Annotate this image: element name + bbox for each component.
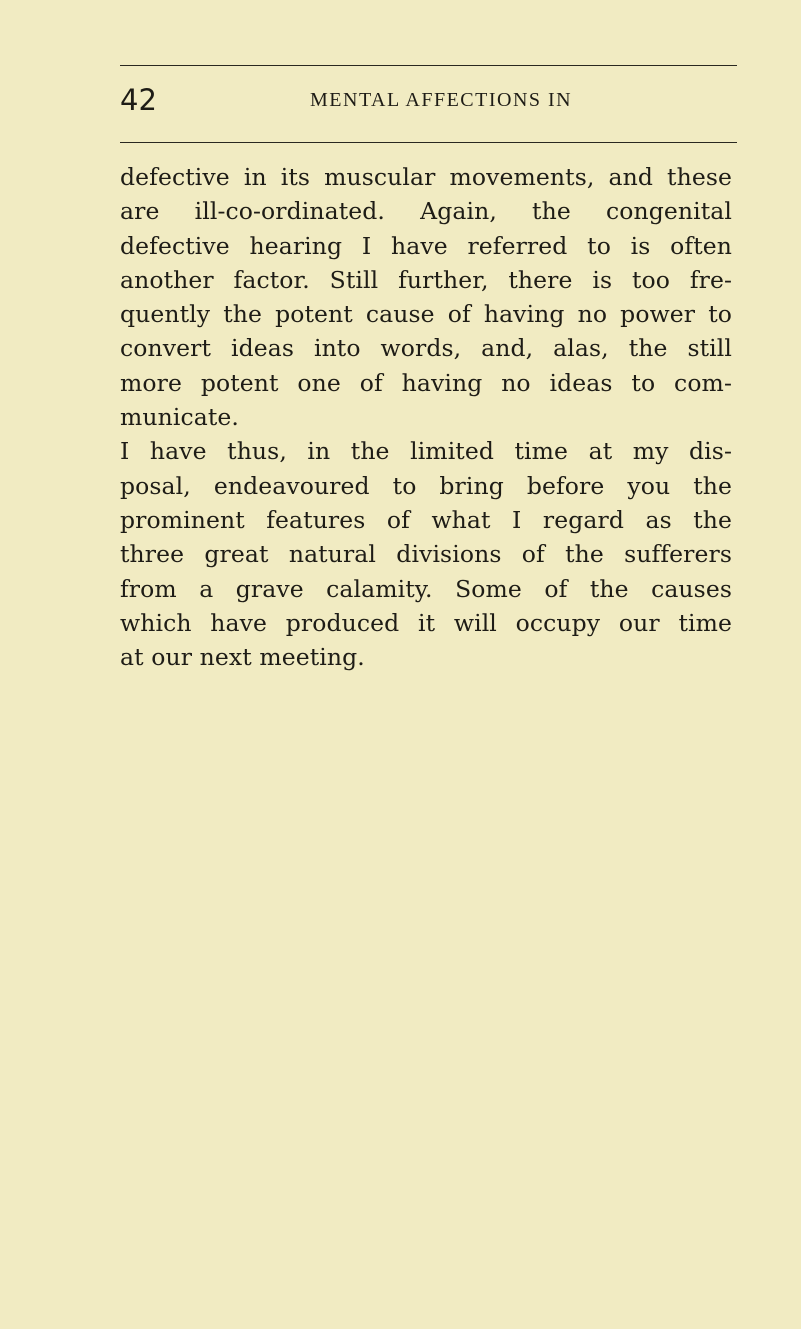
- running-title: MENTAL AFFECTIONS IN: [310, 89, 573, 111]
- text-line: at our next meeting.: [120, 643, 365, 672]
- body-text: [120, 160, 745, 674]
- page-number: 42: [120, 83, 157, 117]
- header-top-rule: [120, 65, 737, 66]
- text-line: three great natural divisions of the sufferers: [120, 540, 732, 569]
- text-line: more potent one of having no ideas to com-: [120, 368, 732, 397]
- page-header: [120, 80, 737, 120]
- text-line: are ill-co-ordinated. Again, the congenital: [120, 197, 732, 226]
- text-line: defective hearing I have referred to is often: [120, 231, 732, 260]
- text-line: defective in its muscular movements, and these: [120, 163, 732, 191]
- text-line: another factor. Still further, there is too fre-: [120, 265, 732, 294]
- text-line: posal, endeavoured to bring before you the: [120, 471, 732, 500]
- text-line: which have produced it will occupy our time: [120, 608, 732, 637]
- text-line: prominent features of what I regard as the: [120, 505, 732, 534]
- text-line: I have thus, in the limited time at my dis-: [120, 437, 732, 466]
- header-bottom-rule: [120, 142, 737, 143]
- text-line: municate.: [120, 403, 239, 432]
- paragraph-1: [120, 160, 745, 434]
- text-line: quently the potent cause of having no power to: [120, 300, 732, 329]
- paragraph-2: [120, 434, 745, 674]
- text-line: from a grave calamity. Some of the causes: [120, 574, 732, 603]
- text-line: convert ideas into words, and, alas, the still: [120, 334, 732, 363]
